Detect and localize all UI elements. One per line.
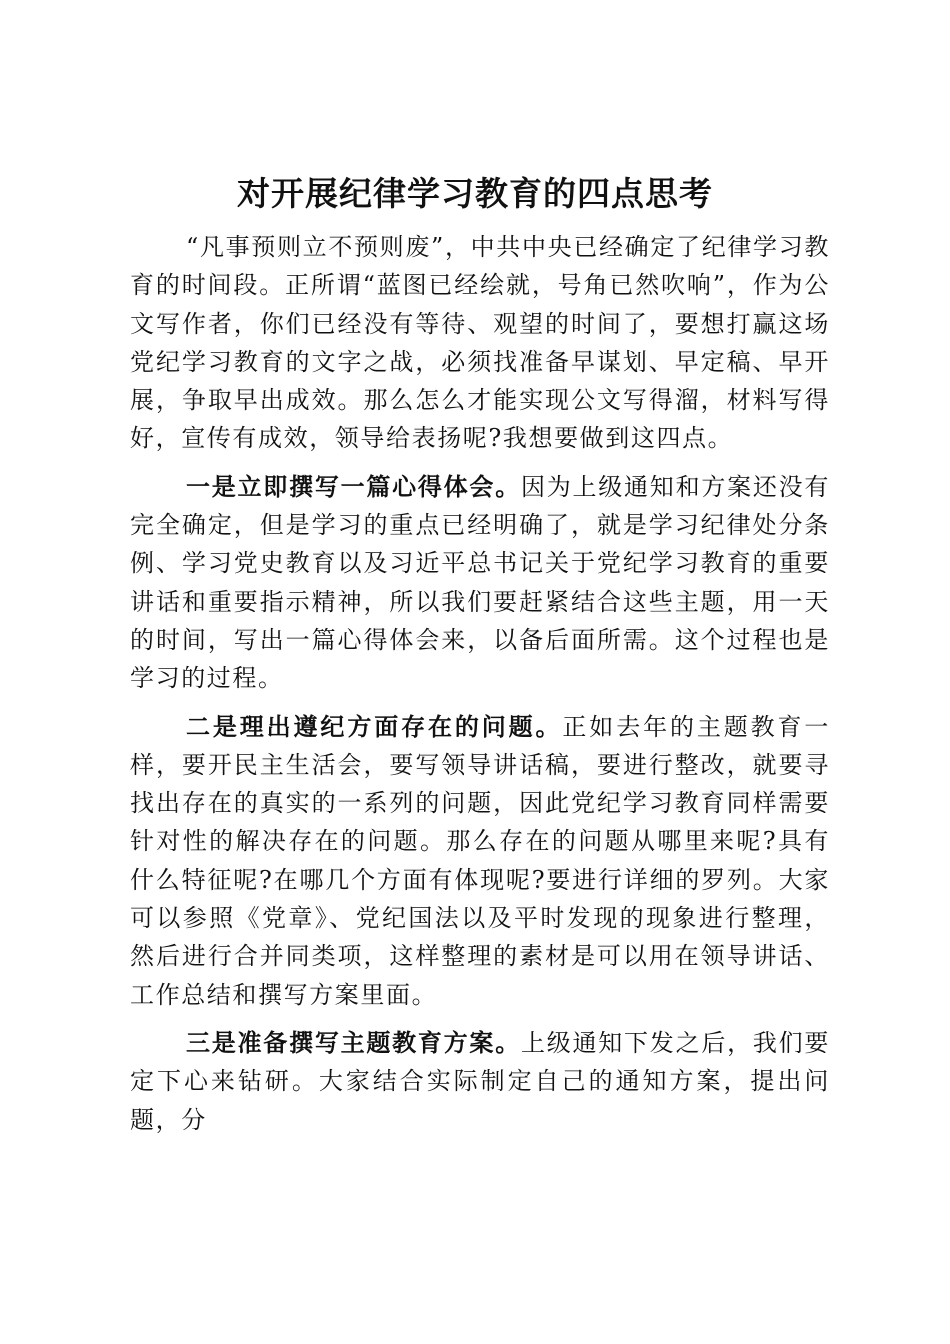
paragraph-text: 上级通知下发之后，我们要定下心来钻研。大家结合实际制定自己的通知方案，提出问题，分 [130, 1028, 830, 1134]
paragraph-lead: 二是理出遵纪方面存在的问题。 [186, 712, 563, 741]
paragraph-lead: 三是准备撰写主题教育方案。 [186, 1028, 521, 1057]
paragraph-point-one [130, 468, 830, 698]
paragraph-text: “凡事预则立不预则废”，中共中央已经确定了纪律学习教育的时间段。正所谓“蓝图已经绘就，号角已然吹响”，作为公文写作者，你们已经没有等待、观望的时间了，要想打赢这场党纪学习教育的文字之战，必须找准备早谋划、早定稿、早开展，争取早出成效。那么怎么才能实现公文写得溜，材料写得好，宣传有成效，领导给表扬呢?我想要做到这四点。 [130, 233, 830, 453]
paragraph-lead: 一是立即撰写一篇心得体会。 [186, 472, 521, 501]
paragraph-intro [130, 228, 830, 458]
paragraph-point-two [130, 708, 830, 1014]
document-body [130, 228, 830, 1149]
paragraph-point-three [130, 1024, 830, 1139]
paragraph-text: 正如去年的主题教育一样，要开民主生活会，要写领导讲话稿，要进行整改，就要寻找出存在的真实的一系列的问题，因此党纪学习教育同样需要针对性的解决存在的问题。那么存在的问题从哪里来呢?具有什么特征呢?在哪几个方面有体现呢?要进行详细的罗列。大家可以参照《党章》、党纪国法以及平时发现的现象进行整理，然后进行合并同类项，这样整理的素材是可以用在领导讲话、工作总结和撰写方案里面。 [130, 712, 831, 1009]
document-title: 对开展纪律学习教育的四点思考 [237, 174, 713, 213]
paragraph-text: 因为上级通知和方案还没有完全确定，但是学习的重点已经明确了，就是学习纪律处分条例、学习党史教育以及习近平总书记关于党纪学习教育的重要讲话和重要指示精神，所以我们要赶紧结合这些主题，用一天的时间，写出一篇心得体会来，以备后面所需。这个过程也是学习的过程。 [130, 472, 830, 693]
